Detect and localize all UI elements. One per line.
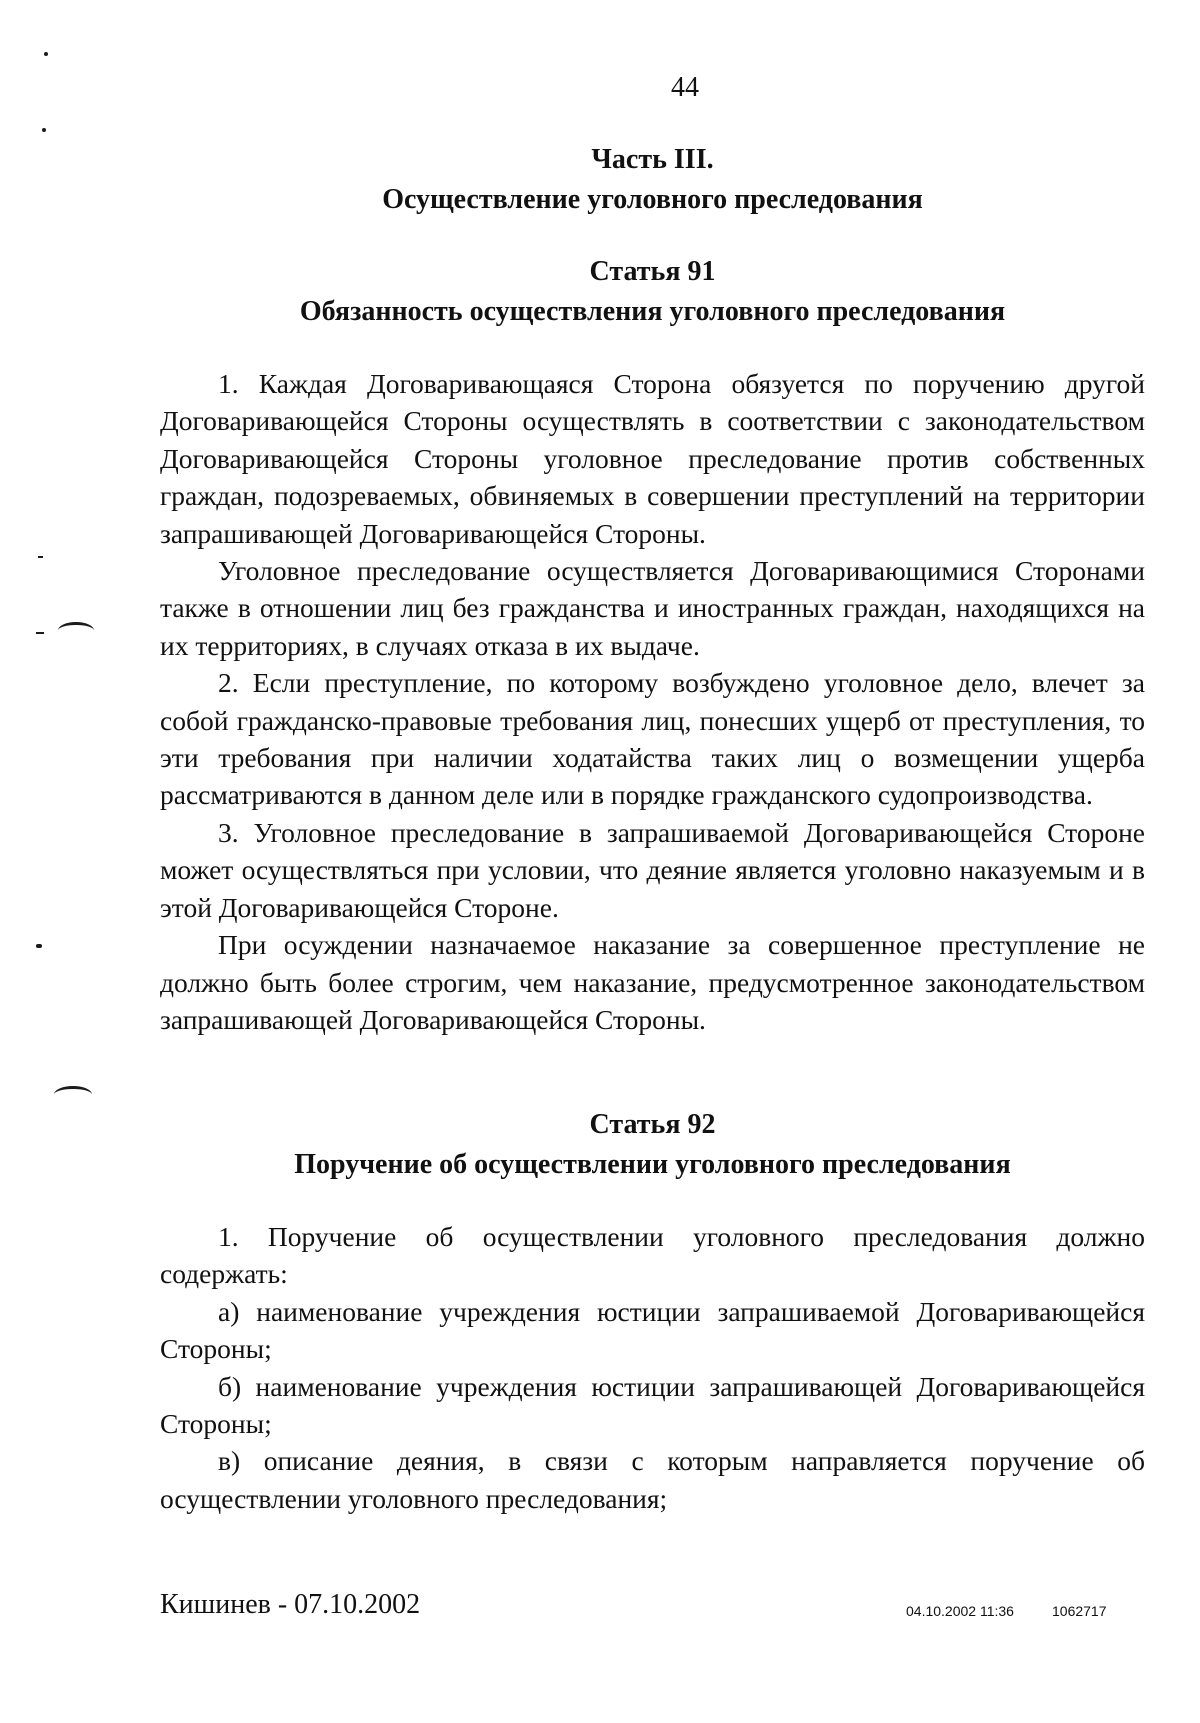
- footer-stamp-date: 04.10.2002 11:36: [906, 1603, 1014, 1619]
- article-91-heading: [160, 252, 1145, 332]
- article-91-body: [160, 365, 1145, 1038]
- scan-dot: [36, 944, 42, 948]
- paragraph: 2. Если преступление, по которому возбуждено уголовное дело, влечет за собой гражданско-правовые требования лиц, понесших ущерб от преступления, то эти требования при наличии ходатайства таких лиц о возмещении ущерба рассматриваются в данном деле или в порядке гражданского судопроизводства.: [160, 667, 1145, 811]
- article-number: Статья 91: [589, 256, 716, 287]
- page-number: 44: [671, 72, 699, 103]
- article-title: Поручение об осуществлении уголовного преследования: [294, 1149, 1011, 1180]
- article-92-body: [160, 1218, 1145, 1517]
- paragraph: 3. Уголовное преследование в запрашиваемой Договаривающейся Стороне может осуществляться при условии, что деяние является уголовно наказуемым и в этой Договаривающейся Стороне.: [160, 816, 1145, 923]
- paragraph: 1. Поручение об осуществлении уголовного преследования должно содержать:: [160, 1221, 1145, 1290]
- scan-dot: [42, 128, 46, 132]
- paragraph: При осуждении назначаемое наказание за совершенное преступление не должно быть более строгим, чем наказание, предусмотренное законодательством запрашивающей Договаривающейся Стороны.: [160, 929, 1145, 1035]
- scan-arc: [54, 1086, 92, 1103]
- paragraph: 1. Каждая Договаривающаяся Сторона обязуется по поручению другой Договаривающейся Стороны осуществлять в соответствии с законодательством Договаривающейся Стороны уголовное преследование против собственных граждан, подозреваемых, обвиняемых в совершении преступлений на территории запрашивающей Договаривающейся Стороны.: [160, 368, 1145, 549]
- part-subtitle: Осуществление уголовного преследования: [382, 184, 923, 215]
- paragraph: а) наименование учреждения юстиции запрашиваемой Договаривающейся Стороны;: [160, 1295, 1145, 1365]
- footer-place-date: Кишинев - 07.10.2002: [160, 1589, 421, 1620]
- part-title: Часть III.: [591, 144, 714, 175]
- paragraph: б) наименование учреждения юстиции запрашивающей Договаривающейся Стороны;: [160, 1370, 1145, 1440]
- paragraph: в) описание деяния, в связи с которым направляется поручение об осуществлении уголовного преследования;: [160, 1445, 1145, 1514]
- article-title: Обязанность осуществления уголовного преследования: [299, 296, 1006, 327]
- scan-dot: [38, 556, 43, 558]
- paragraph: Уголовное преследование осуществляется Договаривающимися Сторонами также в отношении лиц без гражданства и иностранных граждан, находящихся на их территориях, в случаях отказа в их выдаче.: [160, 555, 1145, 661]
- part-heading: [160, 140, 1145, 220]
- scan-dot: [44, 52, 48, 56]
- footer-stamp-number: 1062717: [1052, 1603, 1107, 1619]
- article-number: Статья 92: [589, 1109, 716, 1140]
- scan-arc: [58, 622, 94, 639]
- scan-dot: [36, 632, 44, 634]
- article-92-heading: [160, 1105, 1145, 1185]
